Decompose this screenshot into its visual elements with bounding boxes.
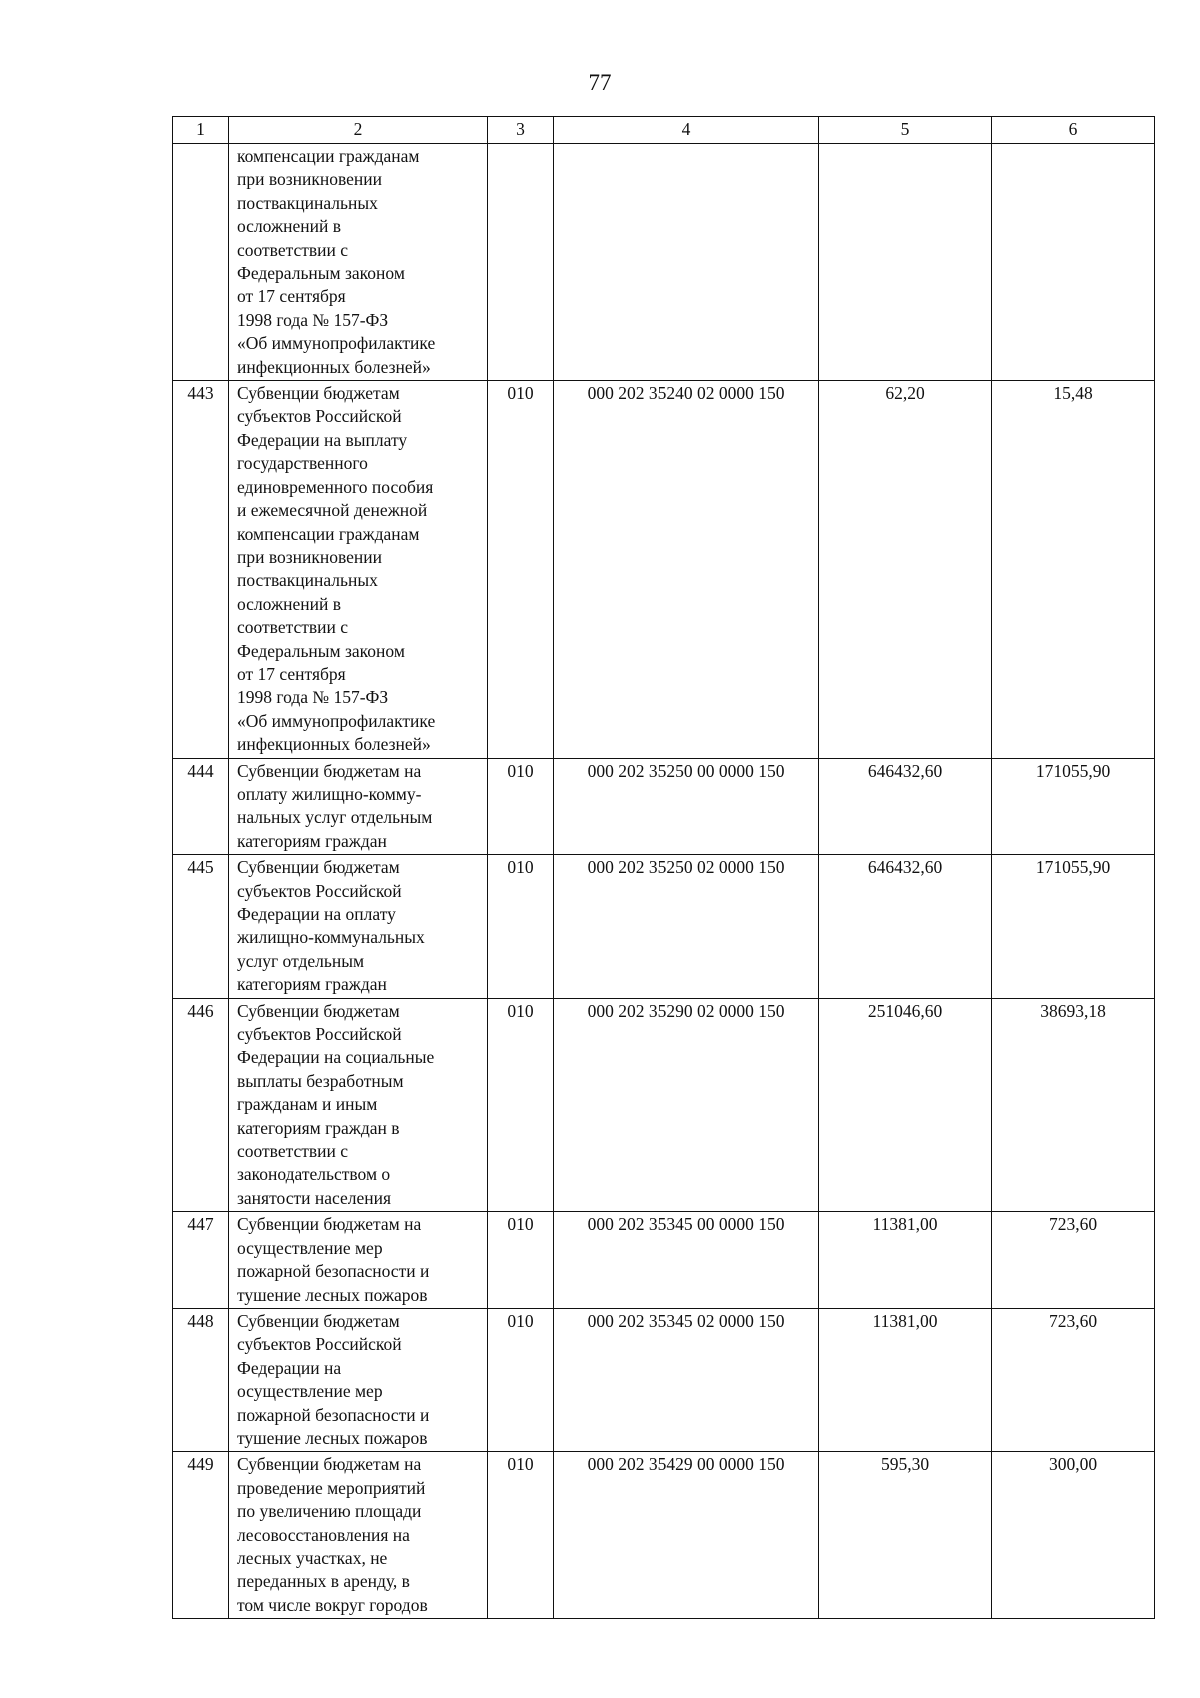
amount-column-6: 171055,90 xyxy=(992,855,1155,998)
amount-column-6: 171055,90 xyxy=(992,758,1155,855)
budget-classification-code: 000 202 35345 00 0000 150 xyxy=(554,1212,819,1309)
column-header-2: 2 xyxy=(229,117,488,144)
description-line: от 17 сентября xyxy=(237,286,346,307)
header-row xyxy=(173,117,1155,144)
description-line: соответствии с xyxy=(237,239,349,260)
amount-column-6: 723,60 xyxy=(992,1308,1155,1451)
budget-classification-code: 000 202 35290 02 0000 150 xyxy=(554,998,819,1212)
description-line: Федеральным законом xyxy=(237,640,405,661)
admin-code: 010 xyxy=(488,758,554,855)
amount-column-6: 38693,18 xyxy=(992,998,1155,1212)
amount-column-5: 595,30 xyxy=(819,1452,992,1619)
description-line: пожарной безопасности и xyxy=(237,1261,430,1282)
budget-table xyxy=(172,116,1155,1619)
description-line: тушение лесных пожаров xyxy=(237,1427,428,1448)
description-line: категориям граждан xyxy=(237,830,387,851)
description-line: поствакцинальных xyxy=(237,570,378,591)
description-line: категориям граждан xyxy=(237,974,387,995)
page-number: 77 xyxy=(588,70,612,95)
description-line: лесовосстановления на xyxy=(237,1524,410,1545)
table-row xyxy=(173,855,1155,998)
budget-classification-code xyxy=(554,144,819,381)
description-line: Федерации на оплату xyxy=(237,904,396,924)
table-row xyxy=(173,1212,1155,1309)
description-line: законодательством о xyxy=(237,1164,391,1185)
description-line: проведение мероприятий xyxy=(237,1477,426,1498)
description-line: лесных участках, не xyxy=(237,1547,388,1568)
description-line: выплаты безработным xyxy=(237,1070,404,1091)
description-line: осуществление мер xyxy=(237,1381,383,1402)
description-line: при возникновении xyxy=(237,546,383,567)
description-line: соответствии с xyxy=(237,617,349,638)
admin-code: 010 xyxy=(488,998,554,1212)
table-row xyxy=(173,758,1155,855)
table-body xyxy=(173,144,1155,1619)
description-line: Субвенции бюджетам xyxy=(237,1310,400,1331)
admin-code: 010 xyxy=(488,1308,554,1451)
table-row xyxy=(173,1452,1155,1619)
row-description xyxy=(229,998,488,1212)
description-line: по увеличению площади xyxy=(237,1501,422,1522)
description-line: осложнений в xyxy=(237,216,341,237)
description-line: 1998 года № 157-ФЗ xyxy=(237,687,389,708)
row-number: 447 xyxy=(173,1212,229,1309)
description-line: занятости населения xyxy=(237,1187,392,1208)
row-description xyxy=(229,1212,488,1309)
description-line: субъектов Российской xyxy=(237,406,402,427)
amount-column-5: 11381,00 xyxy=(819,1212,992,1309)
description-line: том числе вокруг городов xyxy=(237,1594,428,1615)
amount-column-5: 62,20 xyxy=(819,381,992,759)
description-line: соответствии с xyxy=(237,1141,349,1162)
description-line: «Об иммунопрофилактике xyxy=(237,333,436,354)
description-line: Федерации на социальные xyxy=(237,1047,435,1068)
table-row xyxy=(173,144,1155,381)
row-description xyxy=(229,1452,488,1619)
amount-column-6: 723,60 xyxy=(992,1212,1155,1309)
description-line: инфекционных болезней» xyxy=(237,734,431,755)
amount-column-6: 15,48 xyxy=(992,381,1155,759)
column-header-4: 4 xyxy=(554,117,819,144)
budget-classification-code: 000 202 35240 02 0000 150 xyxy=(554,381,819,759)
description-line: субъектов Российской xyxy=(237,880,402,901)
row-number xyxy=(173,144,229,381)
amount-column-6 xyxy=(992,144,1155,381)
description-line: осложнений в xyxy=(237,593,341,614)
description-line: единовременного пособия xyxy=(237,476,434,497)
description-line: категориям граждан в xyxy=(237,1117,400,1138)
description-line: тушение лесных пожаров xyxy=(237,1284,428,1305)
row-number: 449 xyxy=(173,1452,229,1619)
description-line: от 17 сентября xyxy=(237,663,346,684)
description-line: Федерации на xyxy=(237,1357,342,1378)
description-line: гражданам и иным xyxy=(237,1094,378,1115)
row-number: 444 xyxy=(173,758,229,855)
amount-column-5 xyxy=(819,144,992,381)
row-description xyxy=(229,758,488,855)
amount-column-5: 11381,00 xyxy=(819,1308,992,1451)
table-row xyxy=(173,381,1155,759)
description-line: жилищно-коммунальных xyxy=(237,927,425,948)
row-description xyxy=(229,855,488,998)
description-line: субъектов Российской xyxy=(237,1334,402,1355)
description-line: 1998 года № 157-ФЗ xyxy=(237,309,389,330)
description-line: Субвенции бюджетам на xyxy=(237,1214,422,1235)
row-number: 443 xyxy=(173,381,229,759)
description-line: Субвенции бюджетам xyxy=(237,383,400,404)
table-row xyxy=(173,1308,1155,1451)
budget-classification-code: 000 202 35429 00 0000 150 xyxy=(554,1452,819,1619)
row-description xyxy=(229,381,488,759)
table-row xyxy=(173,998,1155,1212)
admin-code: 010 xyxy=(488,855,554,998)
description-line: Федеральным законом xyxy=(237,263,405,284)
budget-classification-code: 000 202 35250 00 0000 150 xyxy=(554,758,819,855)
row-number: 445 xyxy=(173,855,229,998)
amount-column-5: 646432,60 xyxy=(819,758,992,855)
column-header-6: 6 xyxy=(992,117,1155,144)
budget-classification-code: 000 202 35345 02 0000 150 xyxy=(554,1308,819,1451)
admin-code xyxy=(488,144,554,381)
column-header-1: 1 xyxy=(173,117,229,144)
description-line: оплату жилищно-комму- xyxy=(237,783,422,804)
admin-code: 010 xyxy=(488,1212,554,1309)
description-line: «Об иммунопрофилактике xyxy=(237,710,436,731)
description-line: Субвенции бюджетам xyxy=(237,857,400,878)
row-number: 446 xyxy=(173,998,229,1212)
description-line: при возникновении xyxy=(237,169,383,190)
description-line: осуществление мер xyxy=(237,1237,383,1258)
description-line: Субвенции бюджетам на xyxy=(237,760,422,781)
description-line: субъектов Российской xyxy=(237,1024,402,1045)
row-description xyxy=(229,144,488,381)
description-line: компенсации гражданам xyxy=(237,523,420,544)
description-line: государственного xyxy=(237,453,368,474)
description-line: нальных услуг отдельным xyxy=(237,807,433,828)
description-line: и ежемесячной денежной xyxy=(237,500,428,521)
admin-code: 010 xyxy=(488,1452,554,1619)
description-line: Субвенции бюджетам xyxy=(237,1000,400,1021)
amount-column-5: 646432,60 xyxy=(819,855,992,998)
description-line: пожарной безопасности и xyxy=(237,1404,430,1425)
description-line: инфекционных болезней» xyxy=(237,356,431,377)
description-line: услуг отдельным xyxy=(237,950,365,971)
description-line: переданных в аренду, в xyxy=(237,1571,410,1592)
column-header-5: 5 xyxy=(819,117,992,144)
row-number: 448 xyxy=(173,1308,229,1451)
admin-code: 010 xyxy=(488,381,554,759)
column-header-3: 3 xyxy=(488,117,554,144)
description-line: поствакцинальных xyxy=(237,192,378,213)
description-line: Федерации на выплату xyxy=(237,429,408,450)
description-line: Субвенции бюджетам на xyxy=(237,1454,422,1475)
row-description xyxy=(229,1308,488,1451)
budget-classification-code: 000 202 35250 02 0000 150 xyxy=(554,855,819,998)
amount-column-6: 300,00 xyxy=(992,1452,1155,1619)
amount-column-5: 251046,60 xyxy=(819,998,992,1212)
description-line: компенсации гражданам xyxy=(237,146,420,166)
